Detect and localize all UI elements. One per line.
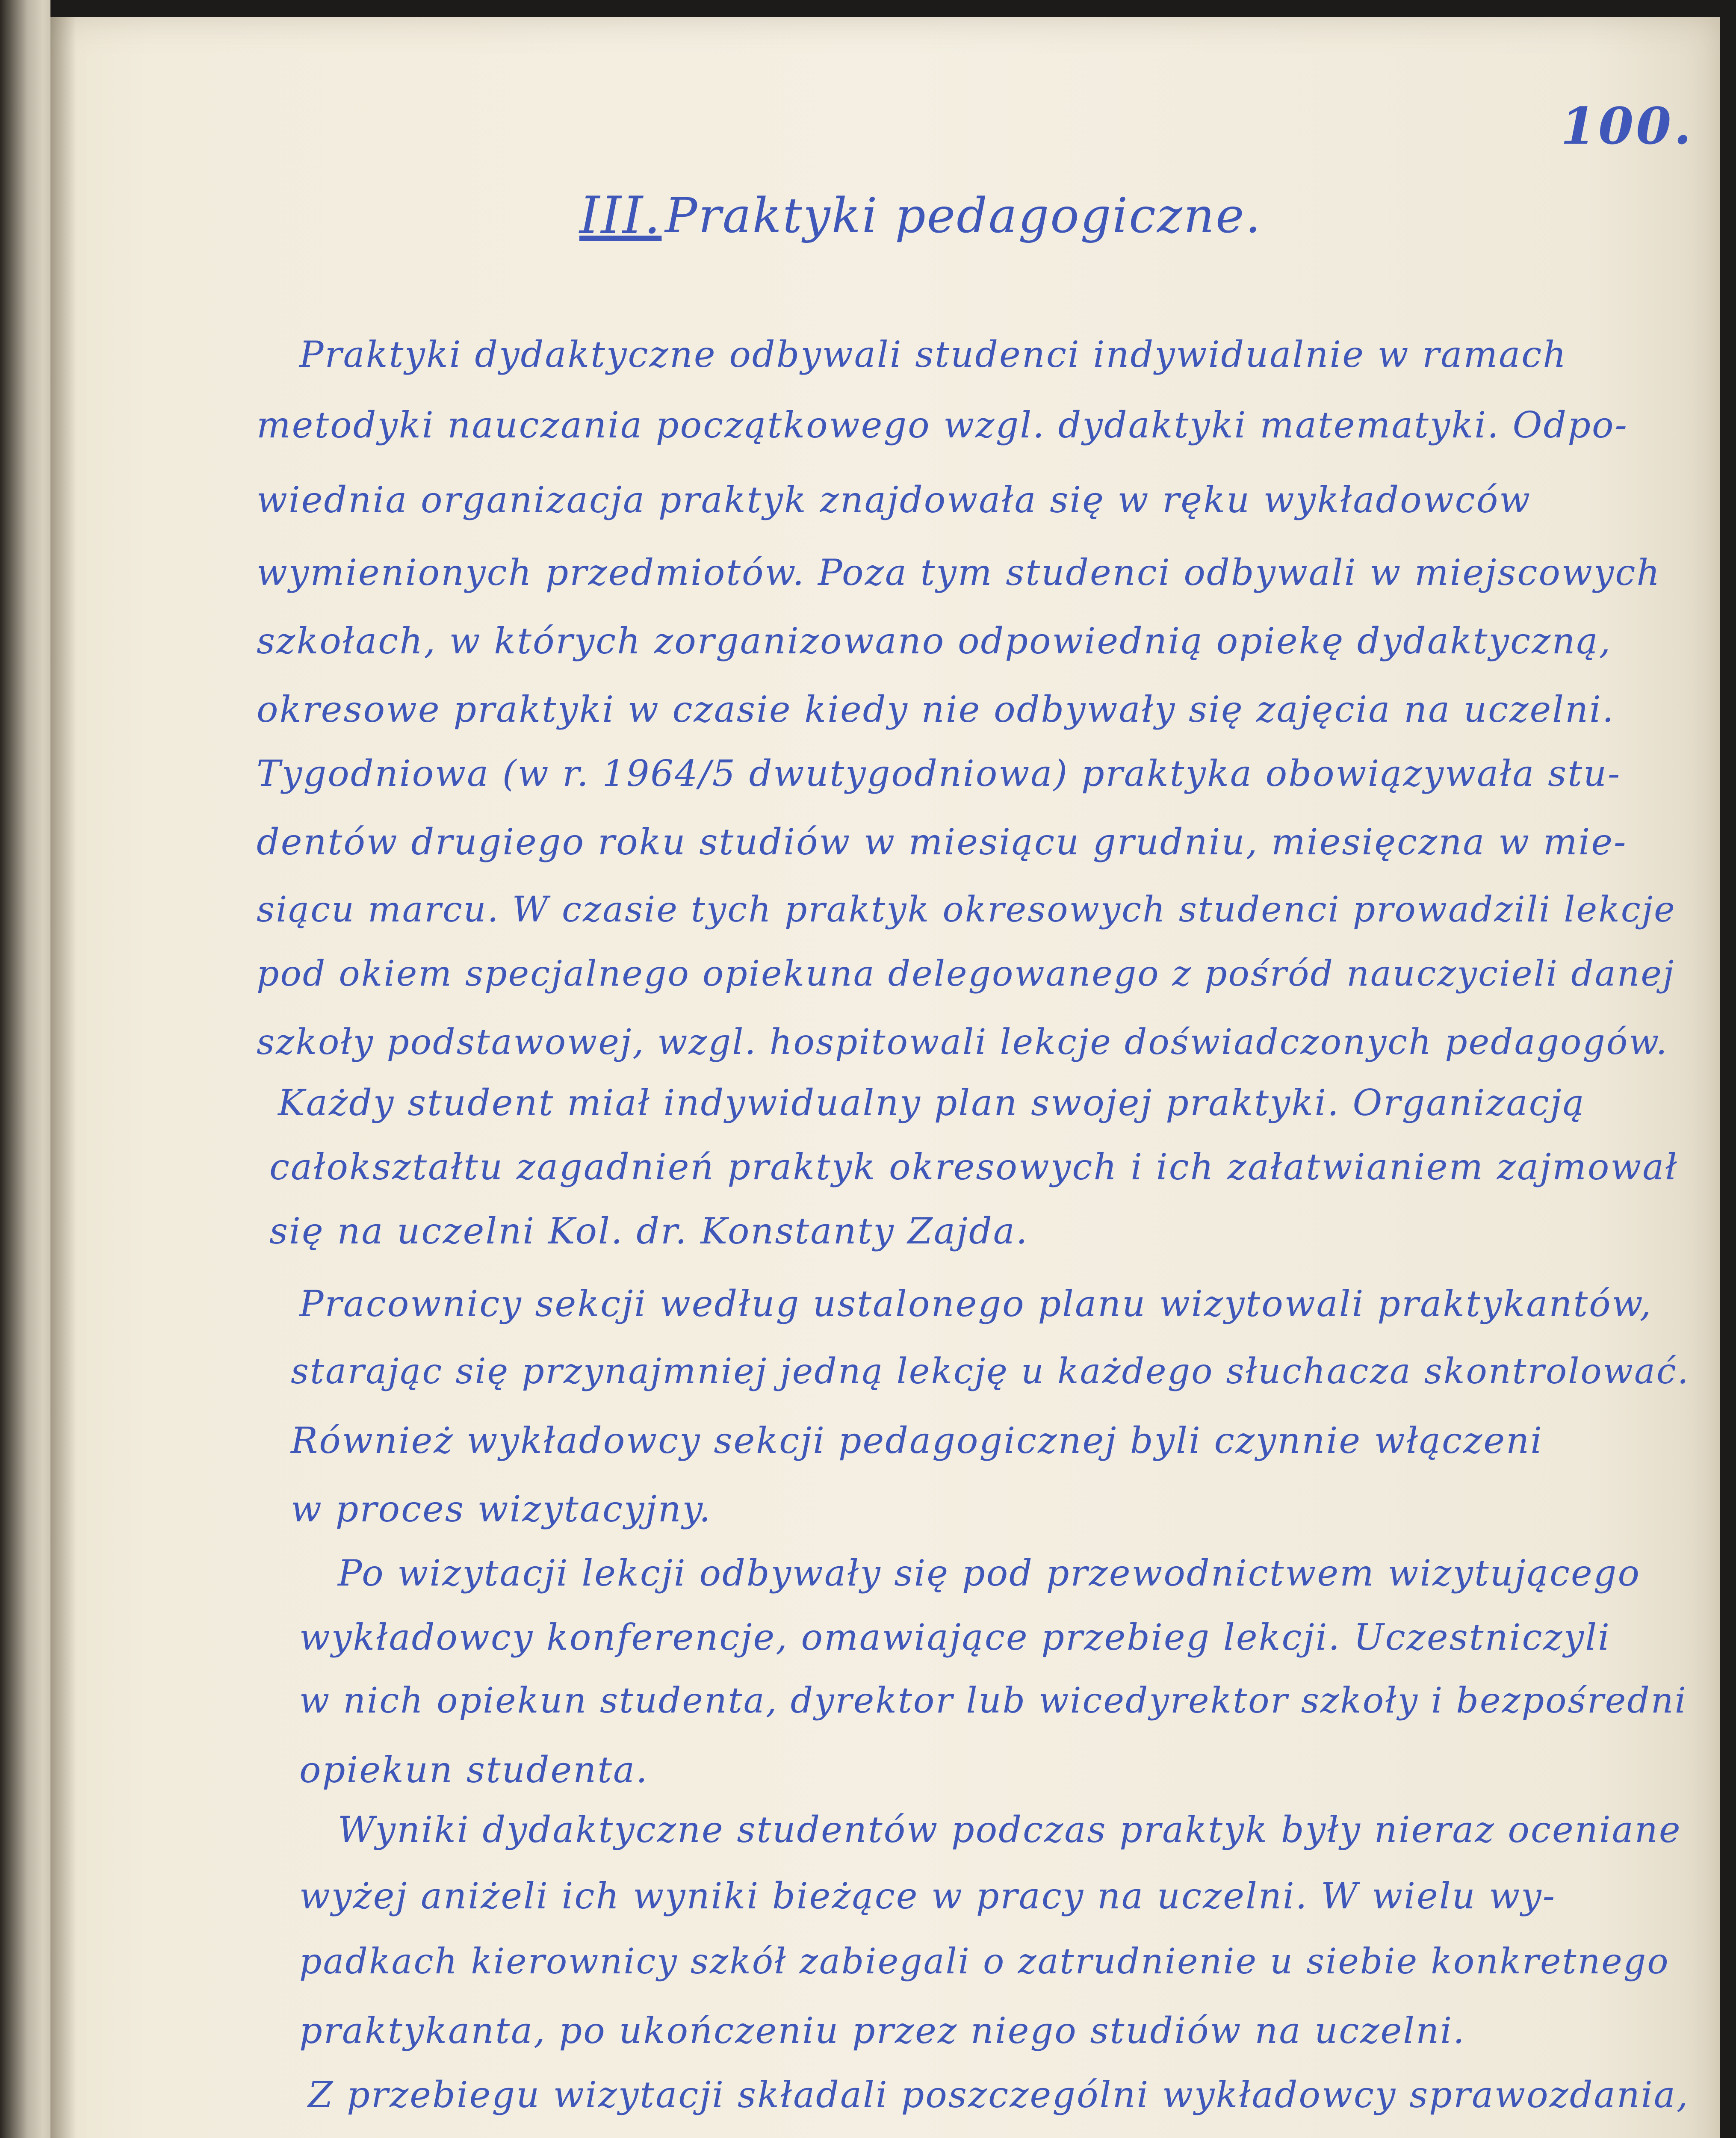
text-line: praktykanta, po ukończeniu przez niego studiów na uczelni.	[299, 2010, 1466, 2052]
text-line: się na uczelni Kol. dr. Konstanty Zajda.	[269, 1210, 1029, 1252]
text-line: wymienionych przedmiotów. Poza tym studenci odbywali w miejscowych	[257, 552, 1661, 594]
text-line: Z przebiegu wizytacji składali poszczególni wykładowcy sprawozdania,	[308, 2074, 1689, 2116]
text-line: Po wizytacji lekcji odbywały się pod przewodnictwem wizytującego	[338, 1552, 1641, 1594]
text-line: wiednia organizacja praktyk znajdowała się w ręku wykładowców	[257, 479, 1532, 521]
text-line: w proces wizytacyjny.	[291, 1488, 712, 1530]
text-line: padkach kierownicy szkół zabiegali o zatrudnienie u siebie konkretnego	[299, 1941, 1670, 1982]
text-line: opiekun studenta.	[299, 1749, 649, 1791]
text-line: Każdy student miał indywidualny plan swojej praktyki. Organizacją	[278, 1082, 1585, 1124]
text-line: Pracownicy sekcji według ustalonego planu wizytowali praktykantów,	[299, 1283, 1653, 1325]
text-line: Również wykładowcy sekcji pedagogicznej byli czynnie włączeni	[291, 1420, 1543, 1462]
text-line: starając się przynajmniej jedną lekcję u każdego słuchacza skontrolować.	[291, 1351, 1690, 1392]
text-line: Wyniki dydaktyczne studentów podczas praktyk były nieraz oceniane	[338, 1809, 1682, 1851]
text-line: siącu marcu. W czasie tych praktyk okresowych studenci prowadzili lekcje	[257, 889, 1676, 930]
text-line: wyżej aniżeli ich wyniki bieżące w pracy na uczelni. W wielu wy-	[299, 1875, 1556, 1917]
section-title: Praktyki pedagogiczne.	[665, 188, 1262, 244]
text-line: Tygodniowa (w r. 1964/5 dwutygodniowa) praktyka obowiązywała stu-	[257, 753, 1621, 794]
section-numeral: III.	[579, 186, 662, 245]
page-fold-shadow	[50, 17, 76, 2138]
text-line: metodyki nauczania początkowego wzgl. dydaktyki matematyki. Odpo-	[257, 404, 1628, 446]
binding-edge	[0, 0, 50, 2138]
text-line: Praktyki dydaktyczne odbywali studenci indywidualnie w ramach	[299, 334, 1568, 375]
text-line: w nich opiekun studenta, dyrektor lub wicedyrektor szkoły i bezpośredni	[299, 1680, 1687, 1721]
text-line: szkoły podstawowej, wzgl. hospitowali lekcje doświadczonych pedagogów.	[257, 1022, 1668, 1063]
text-line: wykładowcy konferencje, omawiające przebieg lekcji. Uczestniczyli	[299, 1616, 1611, 1658]
text-line: szkołach, w których zorganizowano odpowiednią opiekę dydaktyczną,	[257, 620, 1612, 662]
page-number: 100.	[1561, 96, 1694, 156]
text-line: całokształtu zagadnień praktyk okresowych i ich załatwianiem zajmował	[269, 1146, 1678, 1188]
text-line: okresowe praktyki w czasie kiedy nie odbywały się zajęcia na uczelni.	[257, 688, 1615, 730]
text-line: dentów drugiego roku studiów w miesiącu grudniu, miesięczna w mie-	[257, 821, 1627, 863]
text-line: pod okiem specjalnego opiekuna delegowanego z pośród nauczycieli danej	[257, 954, 1675, 994]
